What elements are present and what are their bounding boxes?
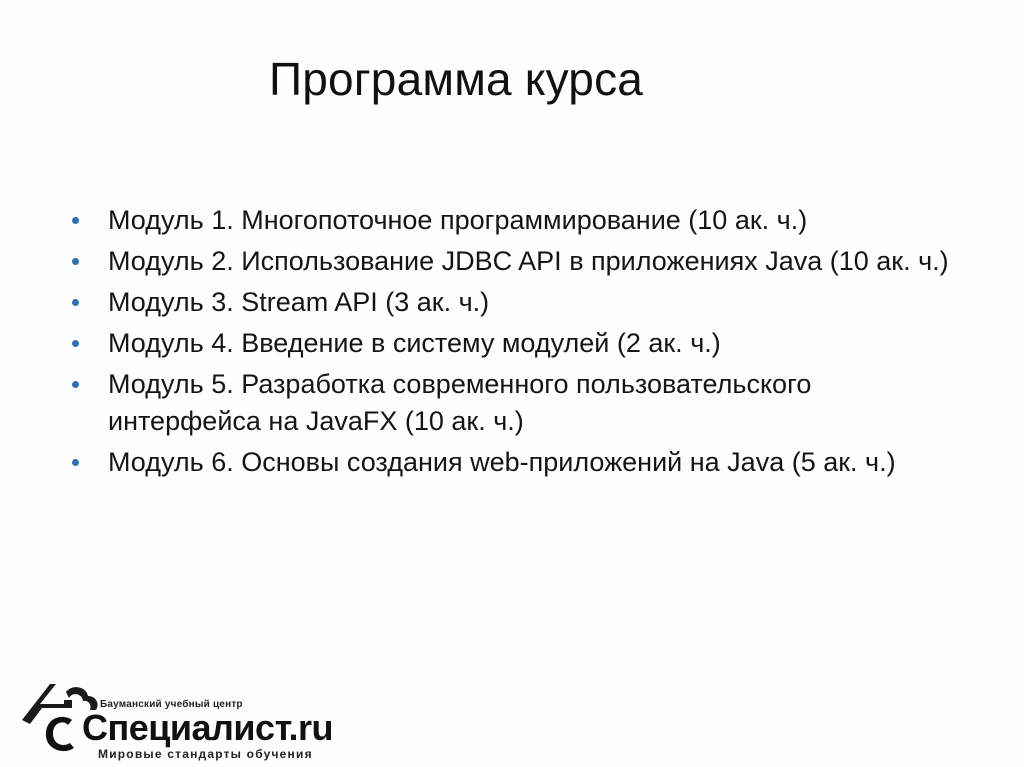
- bullet-icon: [72, 340, 79, 347]
- list-item: [72, 243, 972, 280]
- logo-wordmark: Специалист.ru: [82, 707, 334, 748]
- list-item-text: Модуль 4. Введение в систему модулей (2 ак. ч.): [108, 328, 721, 358]
- list-item-text: Модуль 2. Использование JDBC API в приложениях Java (10 ак. ч.): [108, 246, 949, 276]
- list-item: [72, 444, 972, 481]
- bullet-icon: [72, 381, 79, 388]
- list-item: [72, 202, 972, 239]
- list-item-text: Модуль 1. Многопоточное программирование (10 ак. ч.): [108, 205, 808, 235]
- list-item-text: Модуль 6. Основы создания web-приложений на Java (5 ак. ч.): [108, 447, 896, 477]
- company-logo: [20, 680, 334, 761]
- logo-tagline-bottom: Мировые стандарты обучения: [98, 747, 313, 761]
- module-list: [72, 202, 972, 485]
- list-item: [72, 325, 972, 362]
- logo-tagline-top: Бауманский учебный центр: [100, 699, 243, 710]
- bullet-icon: [72, 459, 79, 466]
- list-item: [72, 366, 972, 440]
- bullet-icon: [72, 299, 79, 306]
- bullet-icon: [72, 258, 79, 265]
- list-item: [72, 284, 972, 321]
- list-item-text: Модуль 5. Разработка современного пользовательского интерфейса на JavaFX (10 ак. ч.): [108, 369, 812, 436]
- slide-title: Программа курса: [269, 53, 644, 105]
- list-item-text: Модуль 3. Stream API (3 ак. ч.): [108, 287, 490, 317]
- bullet-icon: [72, 217, 79, 224]
